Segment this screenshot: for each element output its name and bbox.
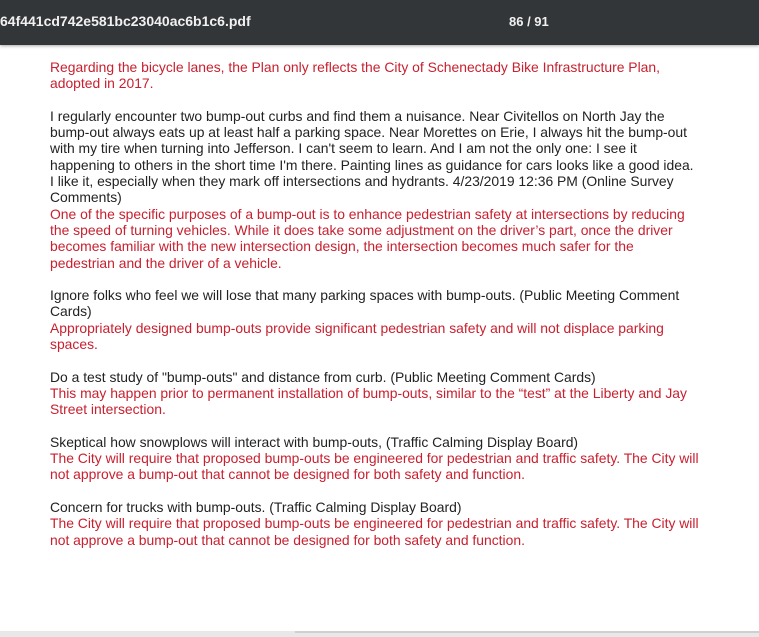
response-text: This may happen prior to permanent installation of bump-outs, similar to the “test” at the Liberty and Jay Street intersection.: [50, 384, 687, 418]
comment-block-trucks: [50, 499, 700, 548]
response-text: One of the specific purposes of a bump-out is to enhance pedestrian safety at intersections by reducing the speed of turning vehicles. While it does take some adjustment on the driver’s part, once the driver becomes familiar with the new intersection design, the intersection becomes much safer for the pedestrian and the driver of a vehicle.: [50, 205, 685, 271]
response-text: Regarding the bicycle lanes, the Plan only reflects the City of Schenectady Bike Infrastructure Plan, adopted in 2017.: [50, 59, 660, 92]
pdf-page: [0, 45, 759, 631]
comment-block-parking-spaces: [50, 287, 700, 352]
response-text: Appropriately designed bump-outs provide significant pedestrian safety and will not displace parking spaces.: [50, 319, 664, 353]
page-counter: 86 / 91: [509, 14, 549, 29]
document-title: 64f441cd742e581bc23040ac6b1c6.pdf: [0, 13, 251, 29]
page-content: [50, 59, 700, 564]
comment-block-bump-out-nuisance: [50, 108, 700, 271]
comment-text: Concern for trucks with bump-outs. (Traffic Calming Display Board): [50, 499, 462, 516]
next-page-edge: [295, 631, 759, 633]
pdf-toolbar: [0, 0, 759, 45]
comment-block-bike-lanes: [50, 59, 700, 92]
comment-text: Ignore folks who feel we will lose that many parking spaces with bump-outs. (Public Meeting Comment Cards): [50, 287, 680, 320]
page-gap: [0, 631, 759, 637]
comment-text: Do a test study of "bump-outs" and distance from curb. (Public Meeting Comment Cards): [50, 368, 596, 385]
comment-text: Skeptical how snowplows will interact with bump-outs, (Traffic Calming Display Board): [50, 433, 579, 450]
comment-text: I regularly encounter two bump-out curbs and find them a nuisance. Near Civitellos on North Jay the bump-out always eats up at least half a parking space. Near Morettes on Erie, I always hit the bump-out with my tire when turning into Jefferson. I can't seem to learn. And I am not the only one: I see it happening to others in the short time I'm there. Painting lines as guidance for cars looks like a good idea. I like it, especially when they mark off intersections and hydrants. 4/23/2019 12:36 PM (Online Survey Comments): [50, 107, 694, 206]
response-text: The City will require that proposed bump-outs be engineered for pedestrian and traffic safety. The City will not approve a bump-out that cannot be designed for both safety and function.: [50, 515, 699, 548]
comment-block-test-study: [50, 369, 700, 418]
comment-block-snowplows: [50, 434, 700, 483]
response-text: The City will require that proposed bump-outs be engineered for pedestrian and traffic safety. The City will not approve a bump-out that cannot be designed for both safety and function.: [50, 450, 699, 483]
